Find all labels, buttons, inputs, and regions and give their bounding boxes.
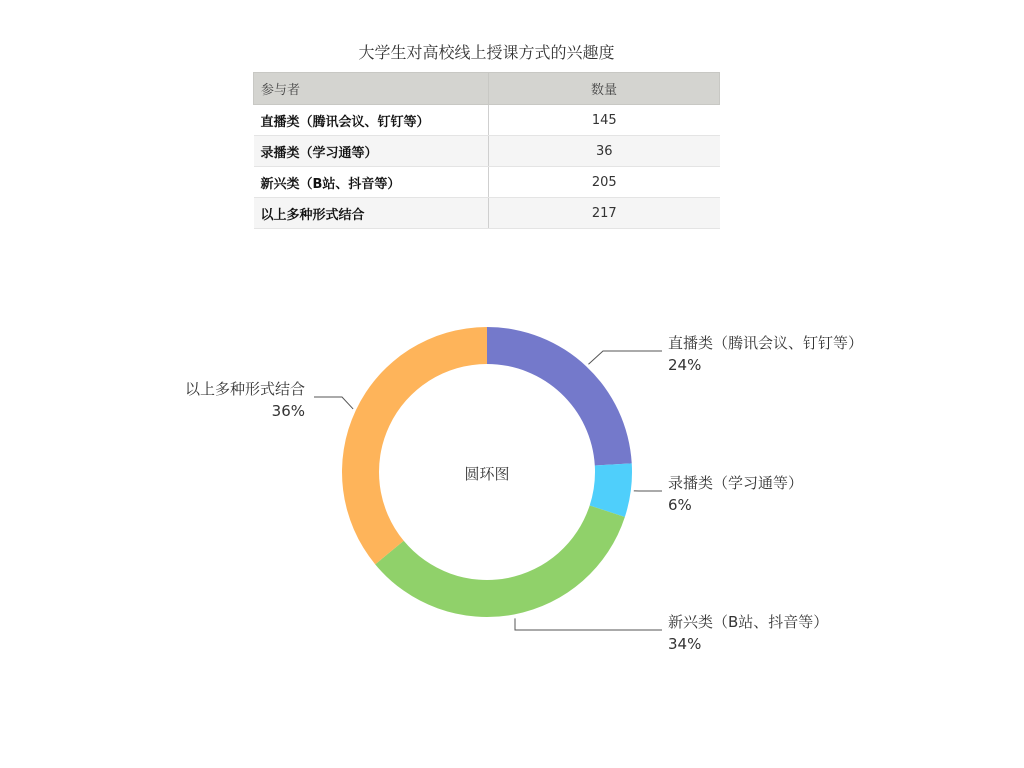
donut-center-label: 圆环图 (464, 465, 510, 483)
slice-percent-label: 34% (668, 635, 702, 653)
leader-line (588, 351, 662, 364)
slice-name-label: 录播类（学习通等） (668, 474, 804, 492)
slice-name-label: 以上多种形式结合 (184, 380, 305, 398)
slice-percent-label: 6% (668, 496, 692, 514)
leader-line (515, 618, 662, 630)
table-cell-name: 录播类（学习通等） (254, 136, 489, 167)
donut-slice (375, 505, 625, 617)
table-cell-count: 145 (489, 105, 720, 136)
slice-percent-label: 24% (668, 356, 702, 374)
leader-line (314, 397, 353, 409)
table-cell-name: 新兴类（B站、抖音等） (254, 167, 489, 198)
slice-name-label: 新兴类（B站、抖音等） (668, 613, 829, 631)
slice-name-label: 直播类（腾讯会议、钉钉等） (668, 334, 864, 352)
table-cell-count: 36 (489, 136, 720, 167)
table-cell-count: 217 (489, 198, 720, 229)
table-cell-name: 以上多种形式结合 (254, 198, 489, 229)
slice-percent-label: 36% (271, 402, 305, 420)
donut-slice (342, 327, 487, 564)
table-cell-count: 205 (489, 167, 720, 198)
table-header-count: 数量 (489, 73, 720, 105)
table-cell-name: 直播类（腾讯会议、钉钉等） (254, 105, 489, 136)
table-header-participant: 参与者 (254, 73, 489, 105)
chart-title: 大学生对高校线上授课方式的兴趣度 (358, 43, 615, 62)
donut-slice (487, 327, 632, 466)
